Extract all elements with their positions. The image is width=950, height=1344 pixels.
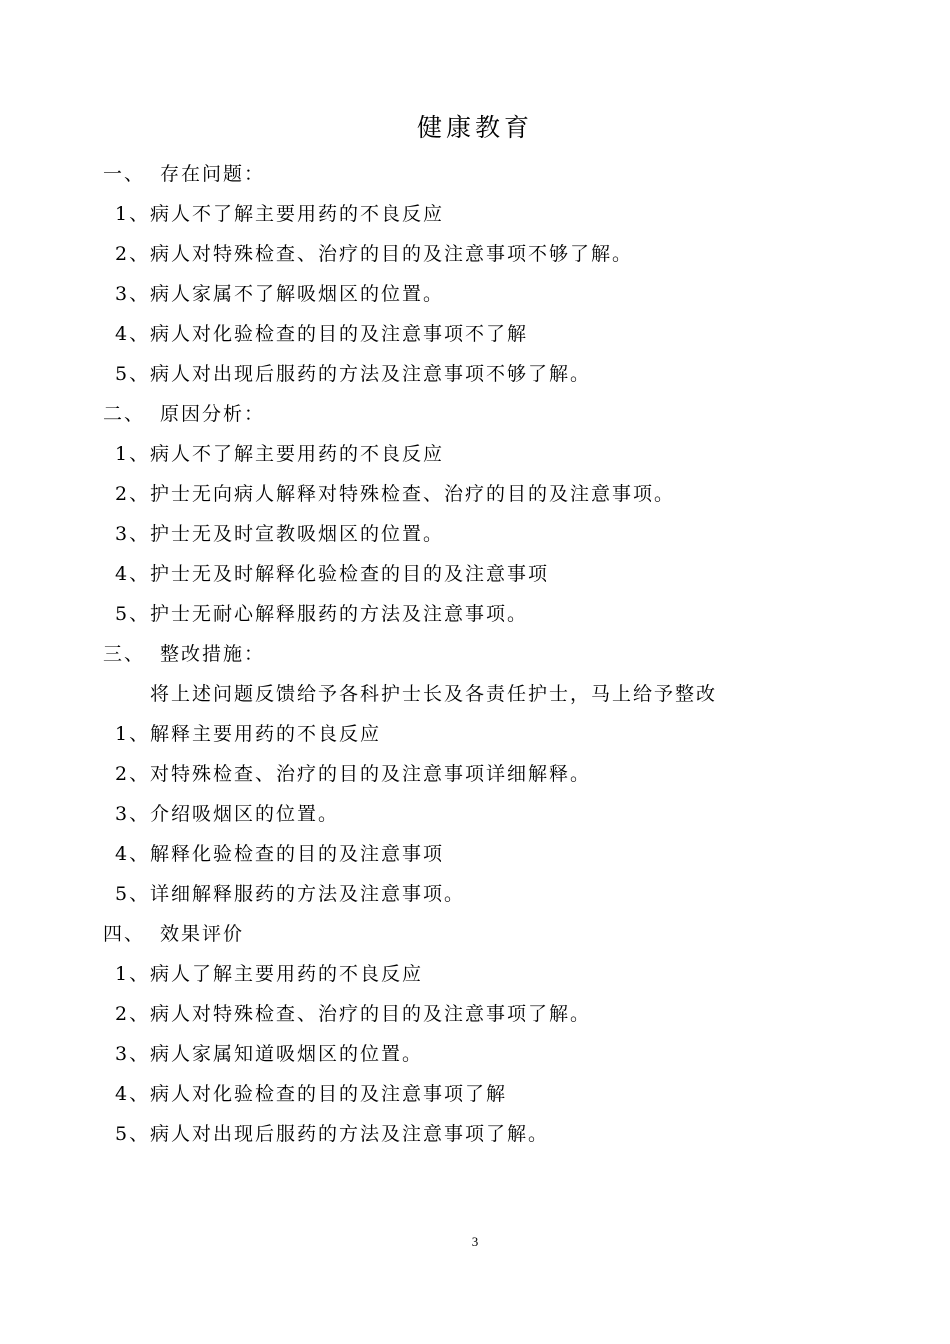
list-item <box>0 794 950 834</box>
list-item <box>0 474 950 514</box>
list-item-number: 1、 <box>115 203 151 225</box>
list-item-number: 1、 <box>115 963 151 985</box>
list-item-number: 2、 <box>115 483 151 505</box>
section-number: 四、 <box>103 923 146 945</box>
list-item <box>0 1074 950 1114</box>
list-item-number: 3、 <box>115 283 151 305</box>
section-heading <box>0 394 950 434</box>
list-item-number: 5、 <box>115 883 151 905</box>
list-item-text: 护士无及时解释化验检查的目的及注意事项 <box>150 563 550 585</box>
section-title: 效果评价 <box>160 923 245 945</box>
paragraph-text: 将上述问题反馈给予各科护士长及各责任护士，马上给予整改 <box>150 683 718 705</box>
list-item <box>0 954 950 994</box>
list-item-text: 病人对出现后服药的方法及注意事项不够了解。 <box>150 363 592 385</box>
list-item-number: 3、 <box>115 523 151 545</box>
section-number: 三、 <box>103 643 146 665</box>
document-body <box>0 154 950 1154</box>
list-item-number: 2、 <box>115 243 151 265</box>
list-item-number: 3、 <box>115 803 151 825</box>
page-number: 3 <box>471 1234 479 1249</box>
list-item-text: 介绍吸烟区的位置。 <box>150 803 340 825</box>
list-item <box>0 1034 950 1074</box>
list-item-text: 病人对化验检查的目的及注意事项不了解 <box>150 323 529 345</box>
list-item <box>0 754 950 794</box>
list-item <box>0 714 950 754</box>
section-title: 存在问题： <box>160 163 266 185</box>
list-item-text: 病人对出现后服药的方法及注意事项了解。 <box>150 1123 550 1145</box>
list-item-text: 病人了解主要用药的不良反应 <box>150 963 424 985</box>
list-item-text: 护士无耐心解释服药的方法及注意事项。 <box>150 603 529 625</box>
list-item-number: 4、 <box>115 843 151 865</box>
list-item-text: 病人对特殊检查、治疗的目的及注意事项了解。 <box>150 1003 592 1025</box>
list-item <box>0 434 950 474</box>
list-item-text: 病人对化验检查的目的及注意事项了解 <box>150 1083 508 1105</box>
list-item-number: 4、 <box>115 323 151 345</box>
list-item <box>0 1114 950 1154</box>
list-item <box>0 554 950 594</box>
list-item <box>0 314 950 354</box>
section-paragraph <box>0 674 950 714</box>
list-item-text: 详细解释服药的方法及注意事项。 <box>150 883 466 905</box>
list-item-text: 病人家属知道吸烟区的位置。 <box>150 1043 424 1065</box>
document-title: 健康教育 <box>416 113 533 142</box>
section-number: 一、 <box>103 163 146 185</box>
list-item-text: 解释主要用药的不良反应 <box>150 723 382 745</box>
list-item-number: 2、 <box>115 1003 151 1025</box>
section-heading <box>0 634 950 674</box>
list-item <box>0 354 950 394</box>
section-heading <box>0 154 950 194</box>
list-item-number: 5、 <box>115 363 151 385</box>
list-item-number: 4、 <box>115 563 151 585</box>
list-item-text: 病人不了解主要用药的不良反应 <box>150 203 445 225</box>
section-heading <box>0 914 950 954</box>
list-item-number: 1、 <box>115 723 151 745</box>
list-item <box>0 834 950 874</box>
section-title: 整改措施： <box>160 643 266 665</box>
list-item <box>0 994 950 1034</box>
list-item <box>0 234 950 274</box>
list-item-number: 1、 <box>115 443 151 465</box>
list-item <box>0 274 950 314</box>
list-item <box>0 874 950 914</box>
section-title: 原因分析： <box>160 403 266 425</box>
list-item <box>0 194 950 234</box>
list-item-text: 病人对特殊检查、治疗的目的及注意事项不够了解。 <box>150 243 634 265</box>
list-item <box>0 514 950 554</box>
list-item <box>0 594 950 634</box>
list-item-text: 病人家属不了解吸烟区的位置。 <box>150 283 445 305</box>
list-item-text: 护士无向病人解释对特殊检查、治疗的目的及注意事项。 <box>150 483 676 505</box>
list-item-number: 3、 <box>115 1043 151 1065</box>
list-item-number: 4、 <box>115 1083 151 1105</box>
list-item-number: 2、 <box>115 763 151 785</box>
list-item-number: 5、 <box>115 603 151 625</box>
section-number: 二、 <box>103 403 146 425</box>
list-item-number: 5、 <box>115 1123 151 1145</box>
list-item-text: 护士无及时宣教吸烟区的位置。 <box>150 523 445 545</box>
list-item-text: 对特殊检查、治疗的目的及注意事项详细解释。 <box>150 763 592 785</box>
list-item-text: 解释化验检查的目的及注意事项 <box>150 843 445 865</box>
list-item-text: 病人不了解主要用药的不良反应 <box>150 443 445 465</box>
